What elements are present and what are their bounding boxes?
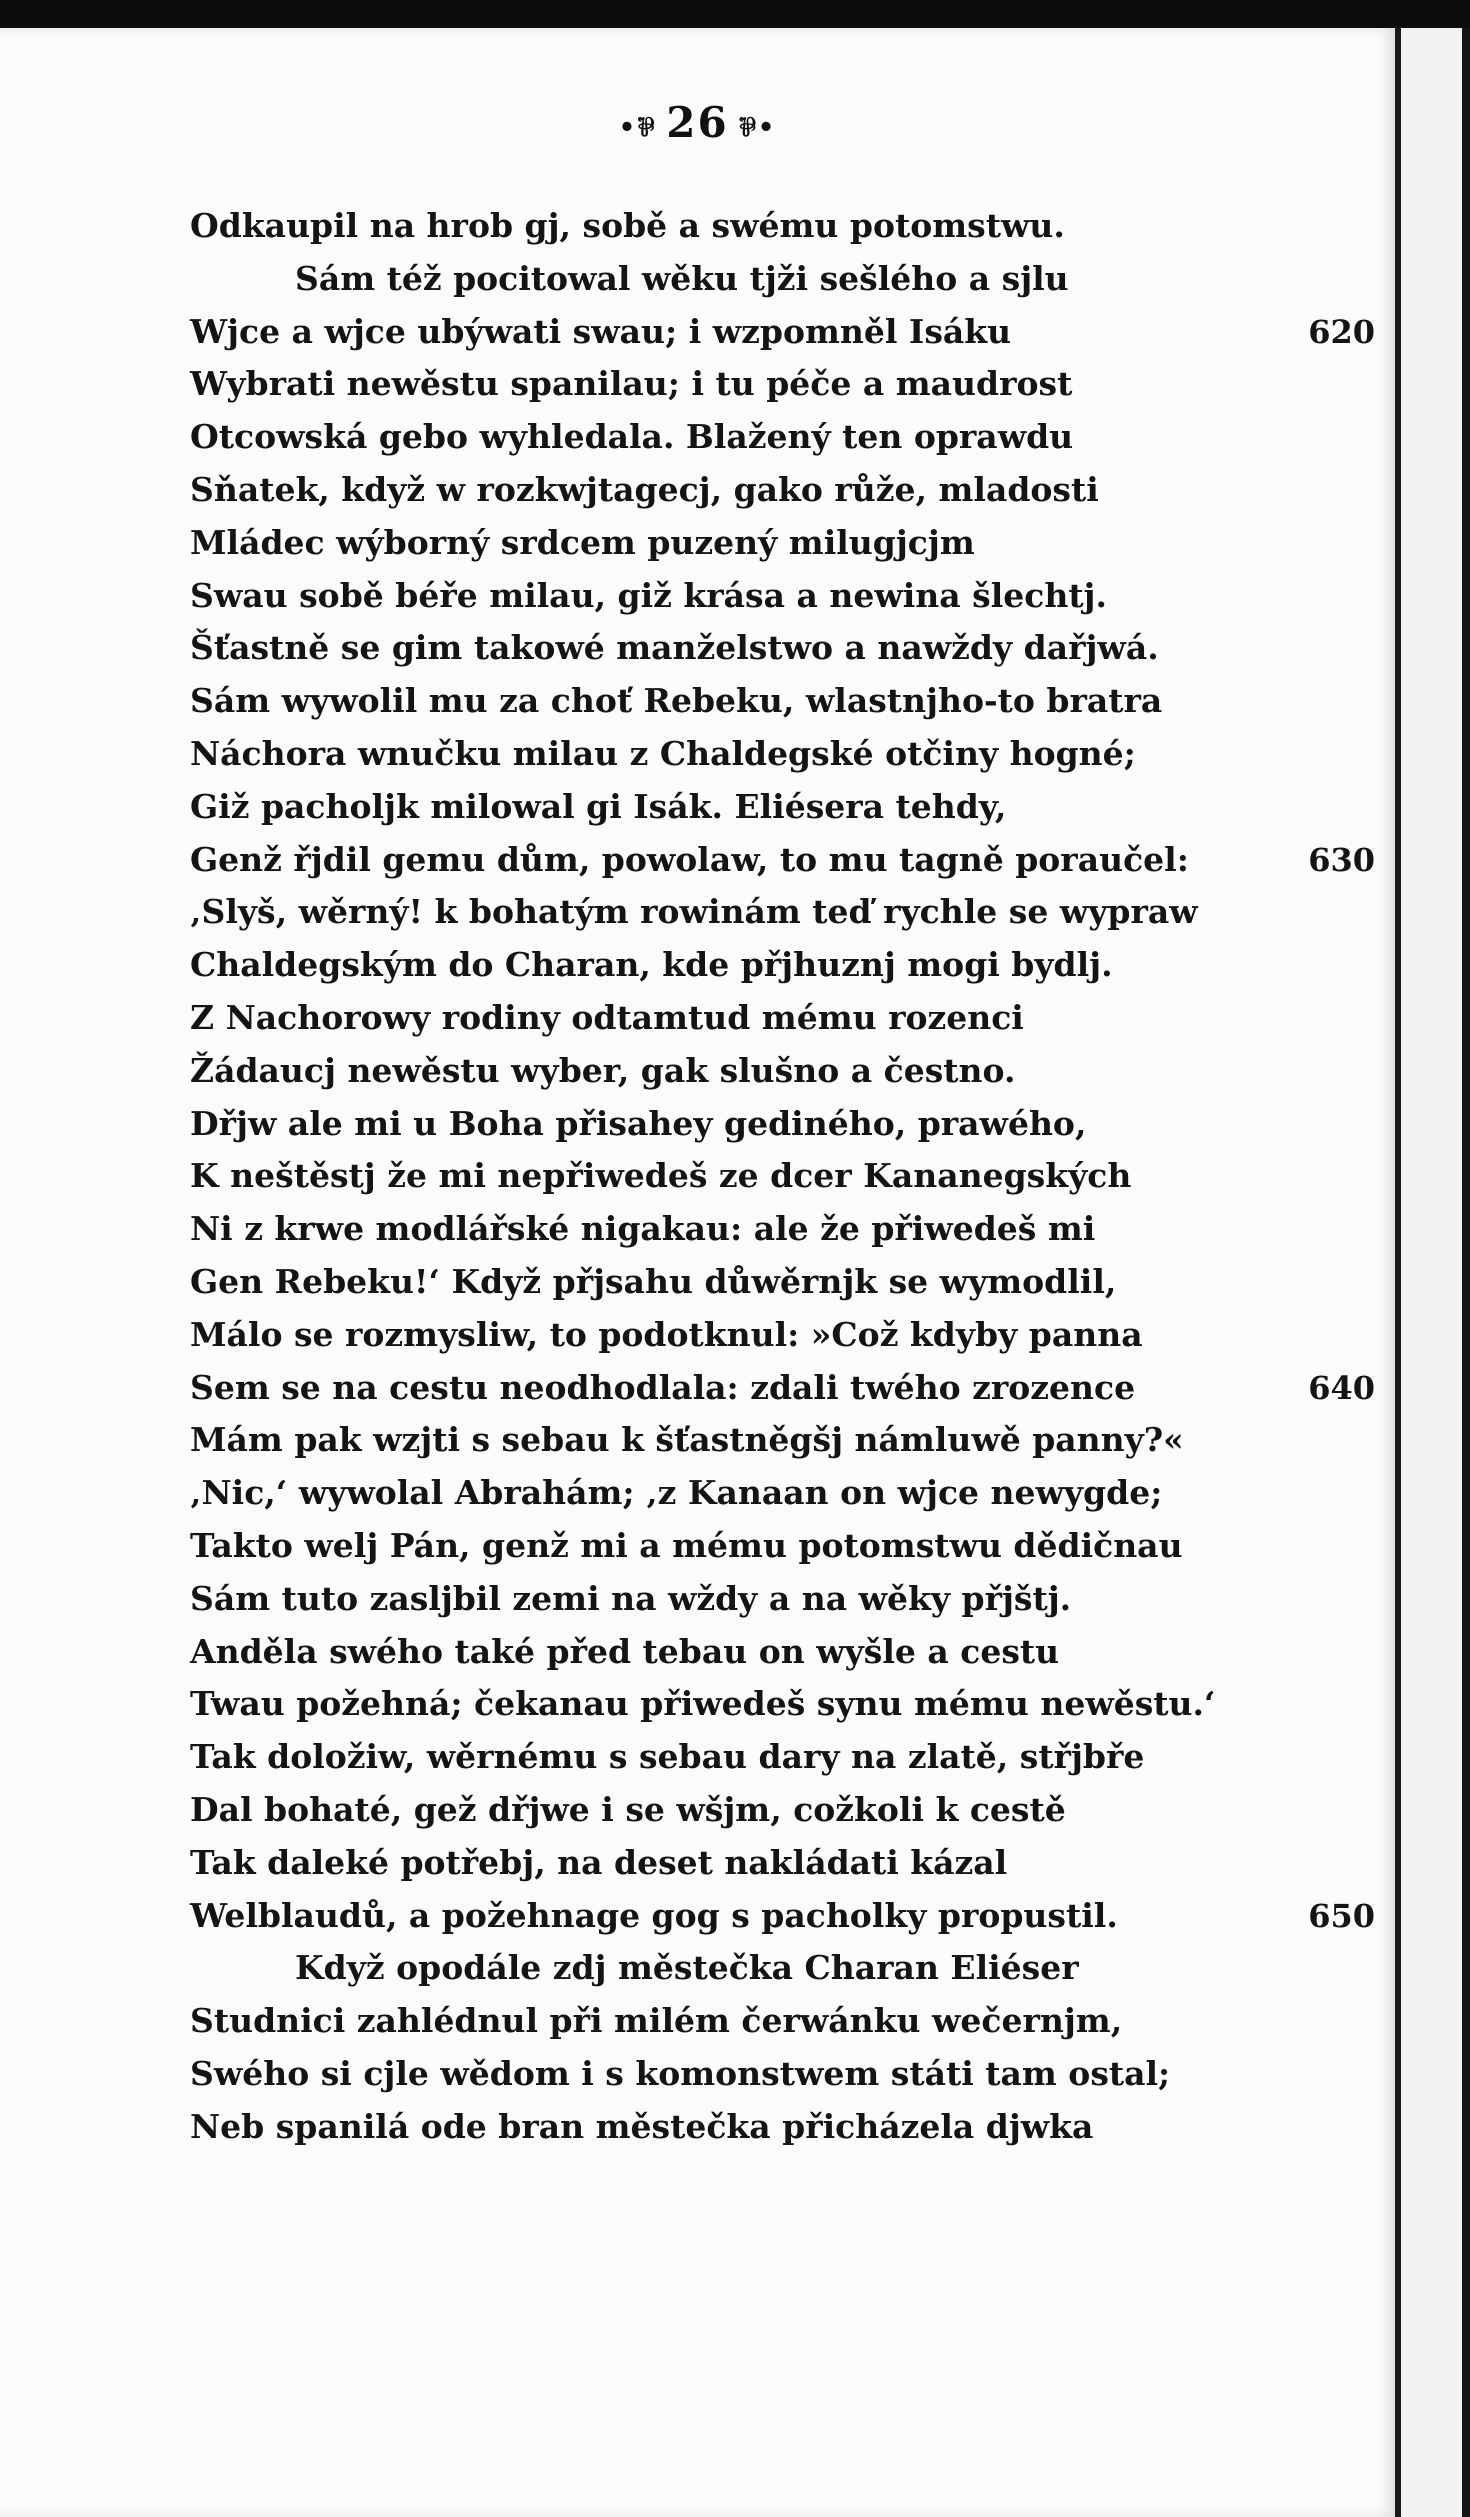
verse-line	[0, 200, 1395, 253]
verse-text: Chaldegským do Charan, kde přjhuznj mogi bydlj.	[190, 945, 1113, 985]
verse-text: Swého si cjle wědom i s komonstwem státi tam ostal;	[190, 2053, 1171, 2093]
verse-line	[0, 570, 1395, 623]
verse-text: Odkaupil na hrob gj, sobě a swému potomstwu.	[190, 206, 1065, 245]
verse-line	[0, 728, 1395, 781]
verse-text: ‚Nic,‘ wywolal Abrahám; ‚z Kanaan on wjce newygde;	[190, 1473, 1163, 1513]
verse-line	[0, 464, 1395, 517]
verse-text: Tak doložiw, wěrnému s sebau dary na zlatě, střjbře	[190, 1737, 1145, 1777]
verse-text: Mám pak wzjti s sebau k šťastněgšj námluwě panny?«	[190, 1420, 1184, 1460]
verse-text: Sňatek, když w rozkwjtagecj, gako růže, mladosti	[190, 469, 1099, 509]
ornament-right-icon: ⅌•	[738, 113, 777, 143]
verse-text: ‚Slyš, wěrný! k bohatým rowinám teď rychle se wypraw	[190, 892, 1198, 932]
verse-line	[0, 2101, 1395, 2154]
verse-text: Takto welj Pán, genž mi a mému potomstwu dědičnau	[190, 1525, 1183, 1565]
verse-line	[0, 781, 1395, 834]
verse-line	[0, 1098, 1395, 1151]
verse-line	[0, 1256, 1395, 1309]
verse-text: Náchora wnučku milau z Chaldegské otčiny hogné;	[190, 733, 1136, 773]
verse-line	[0, 1045, 1395, 1098]
verse-line	[0, 1203, 1395, 1256]
verse-line	[0, 834, 1395, 887]
verse-line	[0, 1784, 1395, 1837]
verse-line	[0, 1309, 1395, 1362]
verse-text: Twau požehná; čekanau přiwedeš synu mému newěstu.‘	[190, 1684, 1216, 1724]
verse-text: Giž pacholjk milowal gi Isák. Eliésera tehdy,	[190, 786, 1007, 826]
verse-line	[0, 1731, 1395, 1784]
verse-text: Sám wywolil mu za choť Rebeku, wlastnjho-to bratra	[190, 681, 1163, 721]
book-page	[0, 28, 1395, 2517]
verse-text: Šťastně se gim takowé manželstwo a nawždy dařjwá.	[190, 628, 1159, 668]
verse-text: Ni z krwe modlářské nigakau: ale že přiwedeš mi	[190, 1209, 1096, 1249]
verse-line	[0, 1520, 1395, 1573]
verse-line	[0, 1837, 1395, 1890]
ornament-left-icon: •⅌	[618, 113, 657, 143]
verse-text: Welblaudů, a požehnage gog s pacholky propustil.	[190, 1895, 1118, 1935]
verse-text: K neštěstj že mi nepřiwedeš ze dcer Kananegských	[190, 1156, 1132, 1196]
verse-text: Dřjw ale mi u Boha přisahey gediného, prawého,	[190, 1103, 1087, 1143]
verse-line	[0, 1678, 1395, 1731]
line-number: 650	[1308, 1896, 1375, 1935]
adjacent-page-edge	[1395, 28, 1470, 2517]
verse-text: Sám tuto zasljbil zemi na wždy a na wěky přjštj.	[190, 1578, 1072, 1618]
verse-line	[0, 992, 1395, 1045]
verse-line	[0, 253, 1395, 306]
verse-text: Wybrati newěstu spanilau; i tu péče a maudrost	[190, 364, 1073, 404]
verse-line	[0, 886, 1395, 939]
verse-line	[0, 1942, 1395, 1995]
verse-text: Mládec wýborný srdcem puzený milugjcjm	[190, 522, 975, 562]
verse-line	[0, 1573, 1395, 1626]
verse-line	[0, 1362, 1395, 1415]
verse-text: Málo se rozmysliw, to podotknul: »Což kdyby panna	[190, 1314, 1143, 1354]
verse-line	[0, 358, 1395, 411]
verse-text: Sem se na cestu neodhodlala: zdali twého zrozence	[190, 1367, 1136, 1407]
line-number: 640	[1308, 1368, 1375, 1407]
verse-line	[0, 1626, 1395, 1679]
verse-text: Tak daleké potřebj, na deset nakládati kázal	[190, 1842, 1008, 1882]
verse-text: Studnici zahlédnul při milém čerwánku wečernjm,	[190, 2001, 1123, 2041]
verse-text: Dal bohaté, gež dřjwe i se wšjm, cožkoli k cestě	[190, 1789, 1066, 1829]
verse-text: Sám též pocitowal wěku tjži sešlého a sjlu	[295, 258, 1069, 298]
verse-line	[0, 1995, 1395, 2048]
verse-line	[0, 517, 1395, 570]
verse-text: Z Nachorowy rodiny odtamtud mému rozenci	[190, 997, 1024, 1037]
verse-line	[0, 2048, 1395, 2101]
page-header	[0, 98, 1395, 147]
verse-text: Genž řjdil gemu dům, powolaw, to mu tagně poraučel:	[190, 839, 1189, 879]
verse-line	[0, 622, 1395, 675]
verse-text: Swau sobě béře milau, giž krása a newina šlechtj.	[190, 575, 1107, 615]
scan-top-border	[0, 0, 1470, 28]
verse-line	[0, 1150, 1395, 1203]
verse-line	[0, 1414, 1395, 1467]
verse-text: Otcowská gebo wyhledala. Blažený ten oprawdu	[190, 417, 1074, 457]
verse-text: Žádaucj newěstu wyber, gak slušno a čestno.	[190, 1050, 1016, 1090]
line-number: 630	[1308, 840, 1375, 879]
verse-text: Wjce a wjce ubýwati swau; i wzpomněl Isáku	[190, 311, 1012, 351]
verse-line	[0, 1890, 1395, 1943]
verse-text: Když opodále zdj městečka Charan Eliéser	[295, 1948, 1079, 1988]
verse-line	[0, 675, 1395, 728]
verse-line	[0, 411, 1395, 464]
poem-text	[0, 200, 1395, 2153]
line-number: 620	[1308, 312, 1375, 351]
page-number: 26	[666, 98, 729, 147]
verse-text: Gen Rebeku!‘ Když přjsahu důwěrnjk se wymodlil,	[190, 1261, 1117, 1301]
verse-text: Anděla swého také před tebau on wyšle a cestu	[190, 1631, 1060, 1671]
verse-text: Neb spanilá ode bran městečka přicházela djwka	[190, 2106, 1094, 2146]
verse-line	[0, 306, 1395, 359]
binding-shadow	[1462, 28, 1470, 2517]
verse-line	[0, 1467, 1395, 1520]
verse-line	[0, 939, 1395, 992]
